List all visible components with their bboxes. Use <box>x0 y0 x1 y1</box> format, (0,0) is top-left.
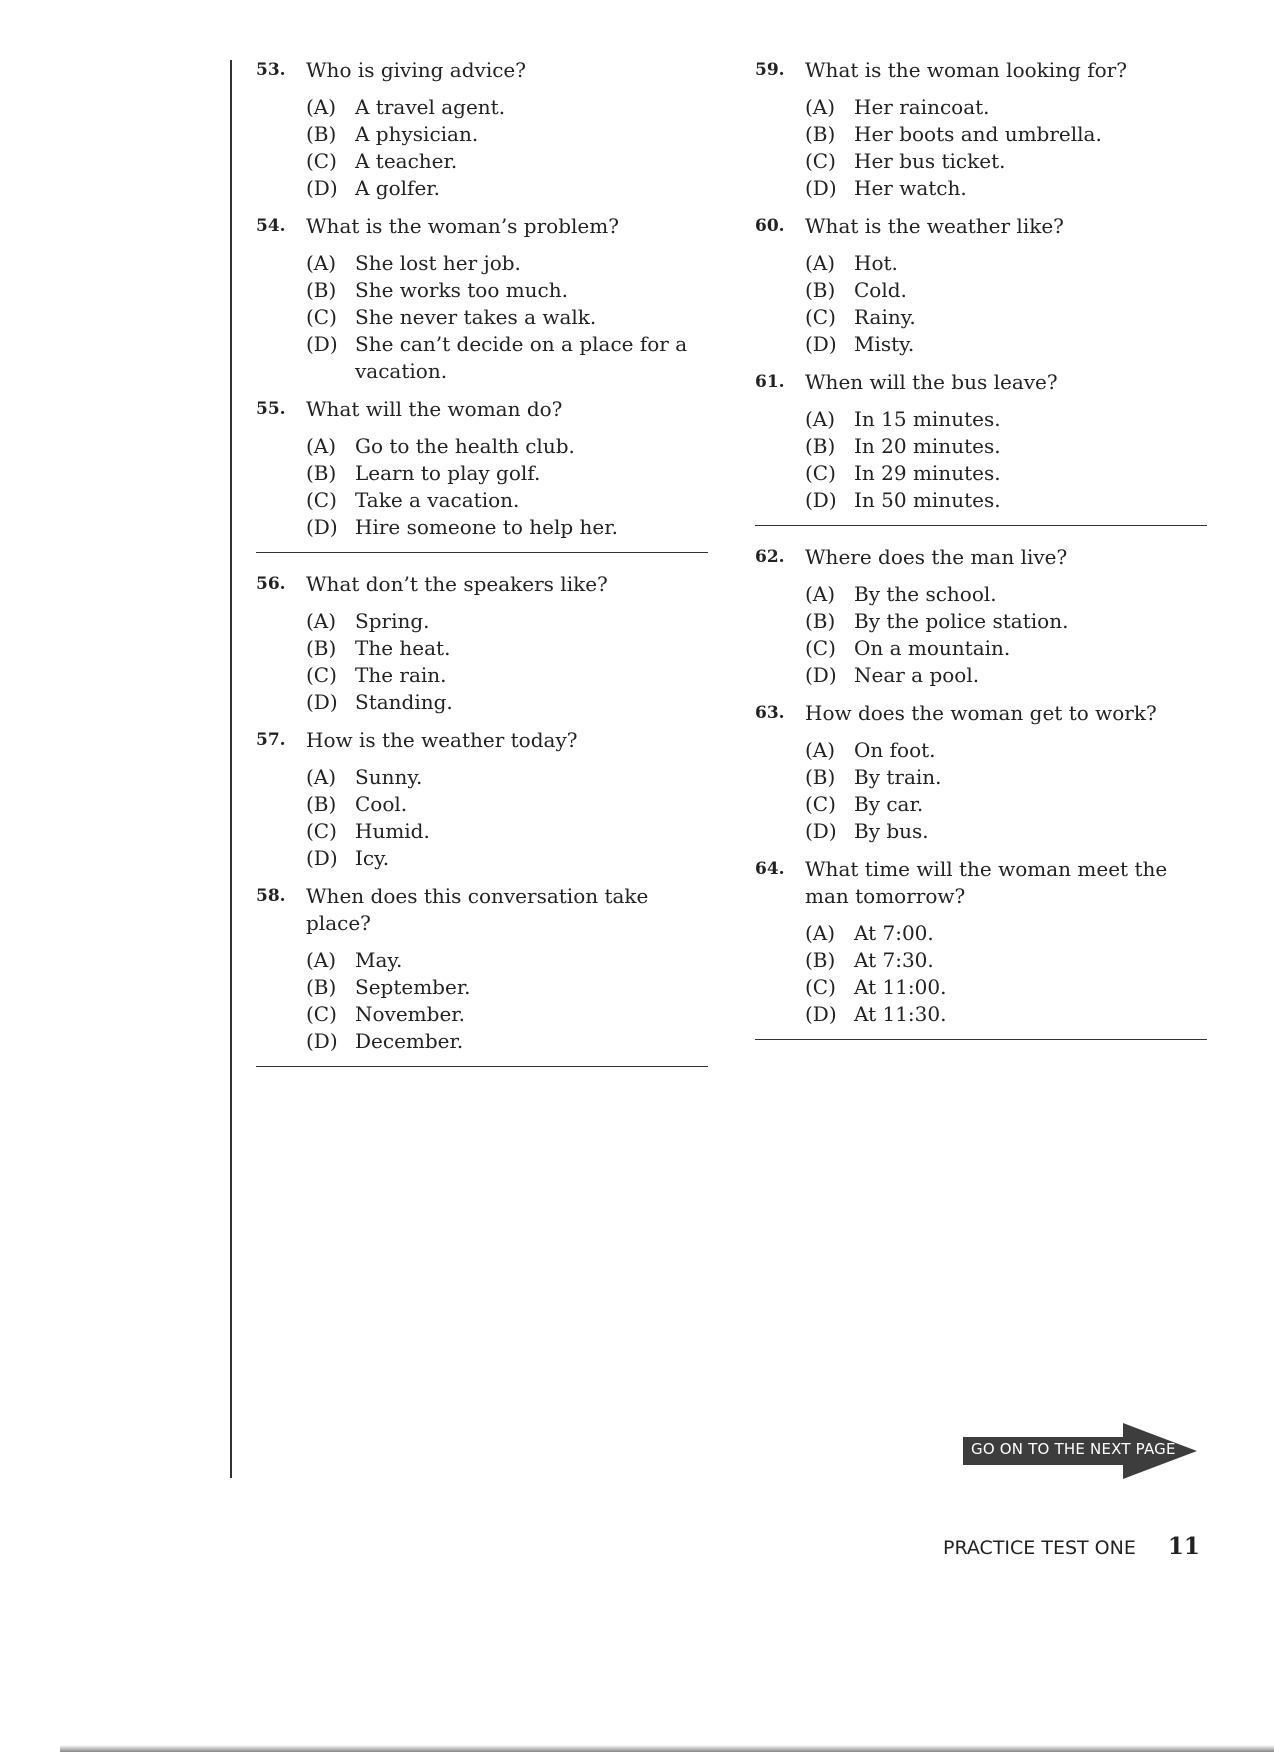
question-item <box>256 396 708 541</box>
option-letter: (D) <box>805 1002 837 1026</box>
option-text: Go to the health club. <box>355 434 575 458</box>
question-item <box>256 213 708 385</box>
answer-option <box>805 662 1207 689</box>
option-letter: (D) <box>805 488 837 512</box>
question-stem <box>256 396 708 423</box>
answer-options <box>805 250 1207 358</box>
question-item <box>755 700 1207 845</box>
scan-edge <box>60 1745 1274 1752</box>
margin-rule <box>230 60 232 1478</box>
page-footer <box>943 1533 1200 1560</box>
next-page-arrow <box>963 1423 1198 1479</box>
question-text: Where does the man live? <box>805 545 1068 569</box>
answer-option <box>306 818 708 845</box>
answer-options <box>306 250 708 385</box>
question-item <box>256 571 708 716</box>
answer-option <box>306 608 708 635</box>
answer-option <box>805 406 1207 433</box>
option-letter: (A) <box>306 948 337 972</box>
question-number: 64. <box>755 859 785 879</box>
question-stem <box>755 856 1207 910</box>
option-text: At 11:30. <box>854 1002 947 1026</box>
option-text: A teacher. <box>355 149 458 173</box>
option-letter: (C) <box>805 461 836 485</box>
answer-options <box>306 764 708 872</box>
question-item <box>256 57 708 202</box>
answer-option <box>306 1001 708 1028</box>
option-text: Icy. <box>355 846 390 870</box>
question-number: 61. <box>755 372 785 392</box>
option-letter: (D) <box>805 176 837 200</box>
section-divider <box>256 1066 708 1067</box>
question-stem <box>256 57 708 84</box>
option-text: Cold. <box>854 278 907 302</box>
option-letter: (A) <box>306 609 337 633</box>
option-letter: (D) <box>306 176 338 200</box>
question-number: 59. <box>755 60 785 80</box>
option-text: In 15 minutes. <box>854 407 1001 431</box>
option-text: Hot. <box>854 251 898 275</box>
option-letter: (B) <box>805 434 836 458</box>
answer-option <box>306 94 708 121</box>
answer-options <box>306 94 708 202</box>
option-letter: (B) <box>805 765 836 789</box>
option-letter: (B) <box>805 948 836 972</box>
question-stem <box>755 57 1207 84</box>
answer-option <box>306 250 708 277</box>
question-stem <box>256 727 708 754</box>
question-text: What time will the woman meet the man tomorrow? <box>805 857 1168 908</box>
answer-options <box>805 94 1207 202</box>
option-text: Her boots and umbrella. <box>854 122 1102 146</box>
answer-option <box>306 175 708 202</box>
option-text: May. <box>355 948 403 972</box>
section-divider <box>256 552 708 553</box>
answer-option <box>306 974 708 1001</box>
option-letter: (C) <box>805 975 836 999</box>
option-letter: (C) <box>805 792 836 816</box>
answer-option <box>805 791 1207 818</box>
question-number: 54. <box>256 216 286 236</box>
question-stem <box>755 544 1207 571</box>
question-stem <box>755 700 1207 727</box>
question-text: What will the woman do? <box>306 397 563 421</box>
question-number: 60. <box>755 216 785 236</box>
question-stem <box>256 883 708 937</box>
answer-options <box>805 406 1207 514</box>
question-item <box>256 883 708 1055</box>
question-number: 58. <box>256 886 286 906</box>
option-text: Near a pool. <box>854 663 980 687</box>
option-text: Standing. <box>355 690 453 714</box>
question-item <box>755 369 1207 514</box>
option-text: By the school. <box>854 582 997 606</box>
option-text: Take a vacation. <box>355 488 520 512</box>
answer-option <box>805 304 1207 331</box>
option-letter: (B) <box>306 461 337 485</box>
option-text: A travel agent. <box>355 95 506 119</box>
option-letter: (A) <box>306 95 337 119</box>
option-letter: (C) <box>306 1002 337 1026</box>
answer-option <box>306 764 708 791</box>
option-letter: (C) <box>805 149 836 173</box>
option-text: Her watch. <box>854 176 967 200</box>
question-text: When will the bus leave? <box>805 370 1058 394</box>
option-text: The rain. <box>355 663 447 687</box>
answer-option <box>805 818 1207 845</box>
answer-option <box>306 304 708 331</box>
option-text: Rainy. <box>854 305 916 329</box>
option-text: November. <box>355 1002 465 1026</box>
answer-option <box>805 148 1207 175</box>
option-letter: (A) <box>306 251 337 275</box>
answer-option <box>306 791 708 818</box>
answer-options <box>805 920 1207 1028</box>
answer-option <box>805 460 1207 487</box>
question-number: 56. <box>256 574 286 594</box>
option-text: Sunny. <box>355 765 423 789</box>
answer-options <box>306 433 708 541</box>
answer-option <box>306 845 708 872</box>
answer-option <box>306 635 708 662</box>
answer-option <box>306 331 708 385</box>
answer-option <box>805 331 1207 358</box>
option-text: She can’t decide on a place for a vacation. <box>355 332 688 383</box>
question-number: 57. <box>256 730 286 750</box>
answer-option <box>805 487 1207 514</box>
option-text: A physician. <box>355 122 479 146</box>
answer-option <box>805 175 1207 202</box>
option-letter: (B) <box>306 636 337 660</box>
answer-option <box>805 635 1207 662</box>
question-stem <box>256 571 708 598</box>
section-divider <box>755 1039 1207 1040</box>
option-letter: (D) <box>306 515 338 539</box>
question-stem <box>755 369 1207 396</box>
option-letter: (B) <box>805 609 836 633</box>
option-letter: (B) <box>306 122 337 146</box>
option-letter: (A) <box>805 407 836 431</box>
answer-option <box>805 608 1207 635</box>
question-number: 53. <box>256 60 286 80</box>
answer-option <box>805 974 1207 1001</box>
option-letter: (C) <box>306 663 337 687</box>
question-item <box>755 544 1207 689</box>
option-text: She lost her job. <box>355 251 521 275</box>
answer-options <box>306 947 708 1055</box>
page-number: 11 <box>1167 1533 1200 1560</box>
option-text: In 29 minutes. <box>854 461 1001 485</box>
answer-option <box>306 514 708 541</box>
answer-option <box>306 460 708 487</box>
option-letter: (D) <box>306 690 338 714</box>
option-letter: (C) <box>306 819 337 843</box>
footer-title: PRACTICE TEST ONE <box>943 1537 1136 1559</box>
option-text: She works too much. <box>355 278 568 302</box>
option-text: Misty. <box>854 332 915 356</box>
option-text: At 11:00. <box>854 975 947 999</box>
answer-option <box>805 1001 1207 1028</box>
answer-option <box>306 1028 708 1055</box>
option-letter: (D) <box>306 846 338 870</box>
option-text: On foot. <box>854 738 936 762</box>
answer-option <box>306 433 708 460</box>
next-page-label: GO ON TO THE NEXT PAGE <box>971 1440 1176 1458</box>
question-text: What don’t the speakers like? <box>306 572 608 596</box>
option-letter: (C) <box>306 149 337 173</box>
answer-option <box>306 277 708 304</box>
option-letter: (A) <box>306 434 337 458</box>
answer-option <box>805 250 1207 277</box>
option-letter: (A) <box>805 921 836 945</box>
answer-option <box>805 947 1207 974</box>
question-item <box>755 57 1207 202</box>
answer-option <box>306 947 708 974</box>
answer-option <box>306 121 708 148</box>
question-text: How does the woman get to work? <box>805 701 1157 725</box>
option-letter: (D) <box>306 1029 338 1053</box>
option-letter: (A) <box>805 95 836 119</box>
option-letter: (A) <box>306 765 337 789</box>
answer-option <box>805 737 1207 764</box>
question-text: What is the woman’s problem? <box>306 214 619 238</box>
question-number: 55. <box>256 399 286 419</box>
question-item <box>755 213 1207 358</box>
option-text: By bus. <box>854 819 929 843</box>
question-number: 62. <box>755 547 785 567</box>
option-letter: (C) <box>805 305 836 329</box>
option-text: A golfer. <box>355 176 440 200</box>
option-letter: (B) <box>306 975 337 999</box>
answer-option <box>805 764 1207 791</box>
option-text: At 7:30. <box>854 948 934 972</box>
answer-options <box>805 737 1207 845</box>
answer-option <box>805 433 1207 460</box>
option-text: By car. <box>854 792 924 816</box>
option-text: In 20 minutes. <box>854 434 1001 458</box>
answer-options <box>306 608 708 716</box>
option-letter: (D) <box>306 332 338 356</box>
option-text: Cool. <box>355 792 408 816</box>
answer-option <box>805 581 1207 608</box>
answer-option <box>805 920 1207 947</box>
option-text: September. <box>355 975 471 999</box>
option-letter: (C) <box>306 305 337 329</box>
right-question-column <box>755 57 1207 1058</box>
question-item <box>256 727 708 872</box>
option-letter: (D) <box>805 332 837 356</box>
option-text: Spring. <box>355 609 430 633</box>
option-text: Learn to play golf. <box>355 461 541 485</box>
question-item <box>755 856 1207 1028</box>
question-stem <box>755 213 1207 240</box>
answer-option <box>306 487 708 514</box>
option-text: In 50 minutes. <box>854 488 1001 512</box>
option-letter: (A) <box>805 251 836 275</box>
option-text: On a mountain. <box>854 636 1011 660</box>
option-letter: (A) <box>805 738 836 762</box>
answer-option <box>805 121 1207 148</box>
option-text: December. <box>355 1029 464 1053</box>
option-letter: (D) <box>805 663 837 687</box>
option-letter: (B) <box>805 278 836 302</box>
answer-option <box>306 662 708 689</box>
answer-option <box>306 148 708 175</box>
question-number: 63. <box>755 703 785 723</box>
option-text: Hire someone to help her. <box>355 515 618 539</box>
option-text: At 7:00. <box>854 921 934 945</box>
answer-option <box>805 277 1207 304</box>
answer-option <box>805 94 1207 121</box>
option-letter: (C) <box>306 488 337 512</box>
option-text: Humid. <box>355 819 430 843</box>
option-letter: (B) <box>805 122 836 146</box>
option-letter: (B) <box>306 792 337 816</box>
option-letter: (B) <box>306 278 337 302</box>
question-text: Who is giving advice? <box>306 58 526 82</box>
section-divider <box>755 525 1207 526</box>
option-text: She never takes a walk. <box>355 305 597 329</box>
option-text: The heat. <box>355 636 451 660</box>
option-text: Her bus ticket. <box>854 149 1006 173</box>
question-text: What is the woman looking for? <box>805 58 1127 82</box>
option-letter: (C) <box>805 636 836 660</box>
question-text: What is the weather like? <box>805 214 1064 238</box>
answer-option <box>306 689 708 716</box>
option-text: By train. <box>854 765 942 789</box>
question-text: When does this conversation take place? <box>306 884 649 935</box>
question-text: How is the weather today? <box>306 728 578 752</box>
question-stem <box>256 213 708 240</box>
option-letter: (D) <box>805 819 837 843</box>
option-text: Her raincoat. <box>854 95 990 119</box>
option-text: By the police station. <box>854 609 1069 633</box>
option-letter: (A) <box>805 582 836 606</box>
answer-options <box>805 581 1207 689</box>
left-question-column <box>256 57 708 1085</box>
